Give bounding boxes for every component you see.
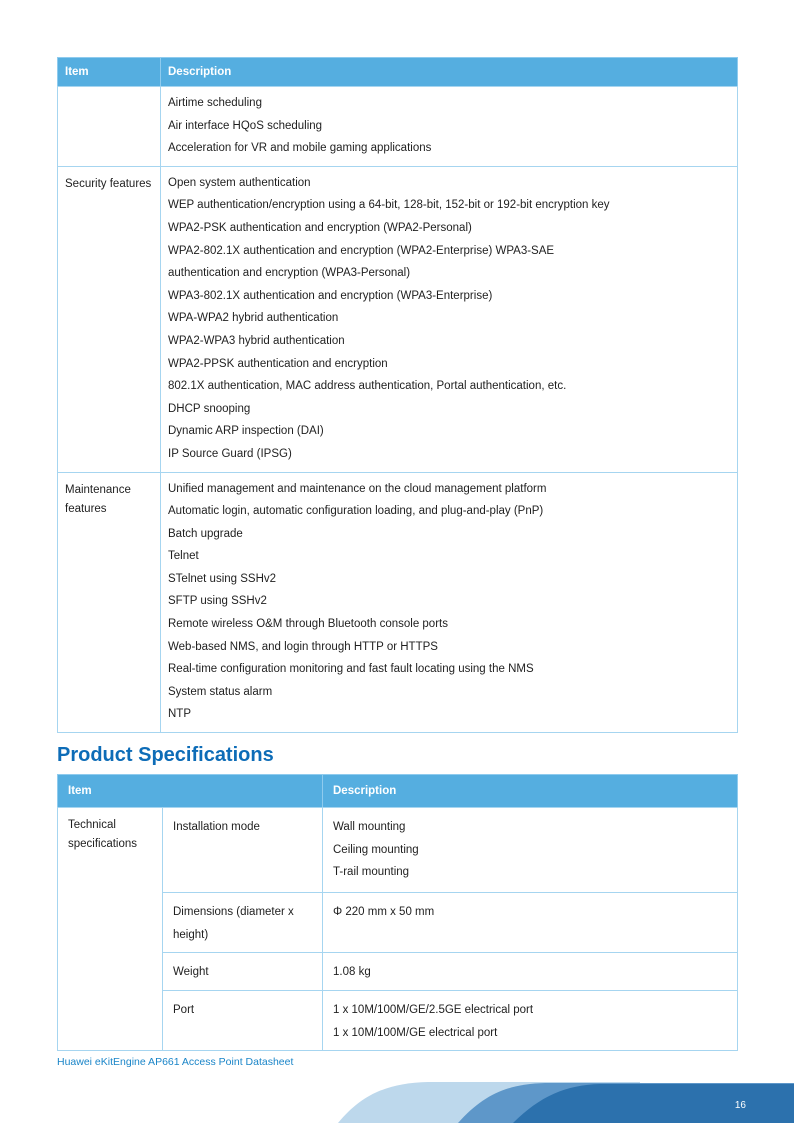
footer-wave-graphic (0, 1070, 794, 1123)
row-description-cell (161, 166, 738, 472)
page-content (57, 57, 737, 1068)
row-item-cell: Maintenance features (58, 472, 161, 733)
table-row (58, 808, 738, 893)
table-header-description: Description (323, 775, 738, 808)
features-table-body (58, 87, 738, 733)
description-line: authentication and encryption (WPA3-Personal) (168, 267, 411, 280)
description-line: WPA2-PSK authentication and encryption (WPA2-Personal) (168, 221, 472, 234)
description-line: System status alarm (168, 685, 273, 698)
row-description-cell (161, 472, 738, 733)
description-line: WPA-WPA2 hybrid authentication (168, 312, 339, 325)
description-line: DHCP snooping (168, 402, 251, 415)
description-line: WPA2-WPA3 hybrid authentication (168, 334, 345, 347)
description-line: Acceleration for VR and mobile gaming applications (168, 142, 432, 155)
section-heading: Product Specifications (57, 744, 274, 767)
table-header-item: Item (58, 775, 323, 808)
description-line: Remote wireless O&M through Bluetooth console ports (168, 618, 448, 631)
description-line: Airtime scheduling (168, 97, 262, 109)
description-line: WEP authentication/encryption using a 64-bit, 128-bit, 152-bit or 192-bit encryption key (168, 199, 610, 212)
page-number: 16 (734, 1100, 746, 1111)
description-line: SFTP using SSHv2 (168, 595, 267, 608)
description-line: Air interface HQoS scheduling (168, 119, 323, 132)
description-line: WPA2-PPSK authentication and encryption (168, 357, 388, 370)
description-line: Open system authentication (168, 176, 311, 189)
description-line: Ceiling mounting (333, 843, 419, 856)
description-line: IP Source Guard (IPSG) (168, 447, 292, 460)
table-header-description: Description (161, 58, 738, 87)
table-row (58, 87, 738, 167)
description-line: WPA2-802.1X authentication and encryption (WPA2-Enterprise) WPA3-SAE (168, 244, 555, 257)
description-line: 802.1X authentication, MAC address authentication, Portal authentication, etc. (168, 380, 567, 393)
row-description-cell (323, 893, 738, 953)
description-line: Real-time configuration monitoring and fast fault locating using the NMS (168, 663, 534, 676)
description-line: 1 x 10M/100M/GE/2.5GE electrical port (333, 1004, 534, 1017)
spec-table (57, 774, 738, 1051)
description-line: T-rail mounting (333, 866, 410, 879)
row-description-cell (323, 808, 738, 893)
table-header-item: Item (58, 58, 161, 87)
table-row (58, 166, 738, 472)
row-group-cell: Technical specifications (58, 808, 163, 1051)
description-line: Telnet (168, 550, 199, 563)
description-line: Batch upgrade (168, 527, 243, 540)
description-line: Unified management and maintenance on the cloud management platform (168, 482, 547, 495)
row-label-cell: Weight (163, 953, 323, 991)
features-table (57, 57, 738, 733)
row-label-cell: Installation mode (163, 808, 323, 893)
spec-table-body (58, 808, 738, 1051)
row-description-cell (323, 953, 738, 991)
features-table-header-row (58, 58, 738, 87)
description-line: Web-based NMS, and login through HTTP or HTTPS (168, 640, 438, 653)
row-label-cell: Port (163, 991, 323, 1051)
description-line: 1.08 kg (333, 966, 371, 979)
table-row (58, 472, 738, 733)
description-line: STelnet using SSHv2 (168, 572, 277, 585)
row-description-cell (161, 87, 738, 167)
row-item-cell (58, 87, 161, 167)
row-label-cell: Dimensions (diameter x height) (163, 893, 323, 953)
description-line: Φ 220 mm x 50 mm (333, 906, 435, 919)
description-line: NTP (168, 708, 191, 721)
row-description-cell (323, 991, 738, 1051)
spec-table-header-row (58, 775, 738, 808)
description-line: WPA3-802.1X authentication and encryption (WPA3-Enterprise) (168, 289, 493, 302)
description-line: 1 x 10M/100M/GE electrical port (333, 1026, 498, 1039)
footer-doc-title: Huawei eKitEngine AP661 Access Point Datasheet (57, 1056, 294, 1069)
description-line: Wall mounting (333, 821, 406, 834)
row-item-cell: Security features (58, 166, 161, 472)
description-line: Dynamic ARP inspection (DAI) (168, 425, 324, 438)
description-line: Automatic login, automatic configuration loading, and plug-and-play (PnP) (168, 505, 544, 518)
